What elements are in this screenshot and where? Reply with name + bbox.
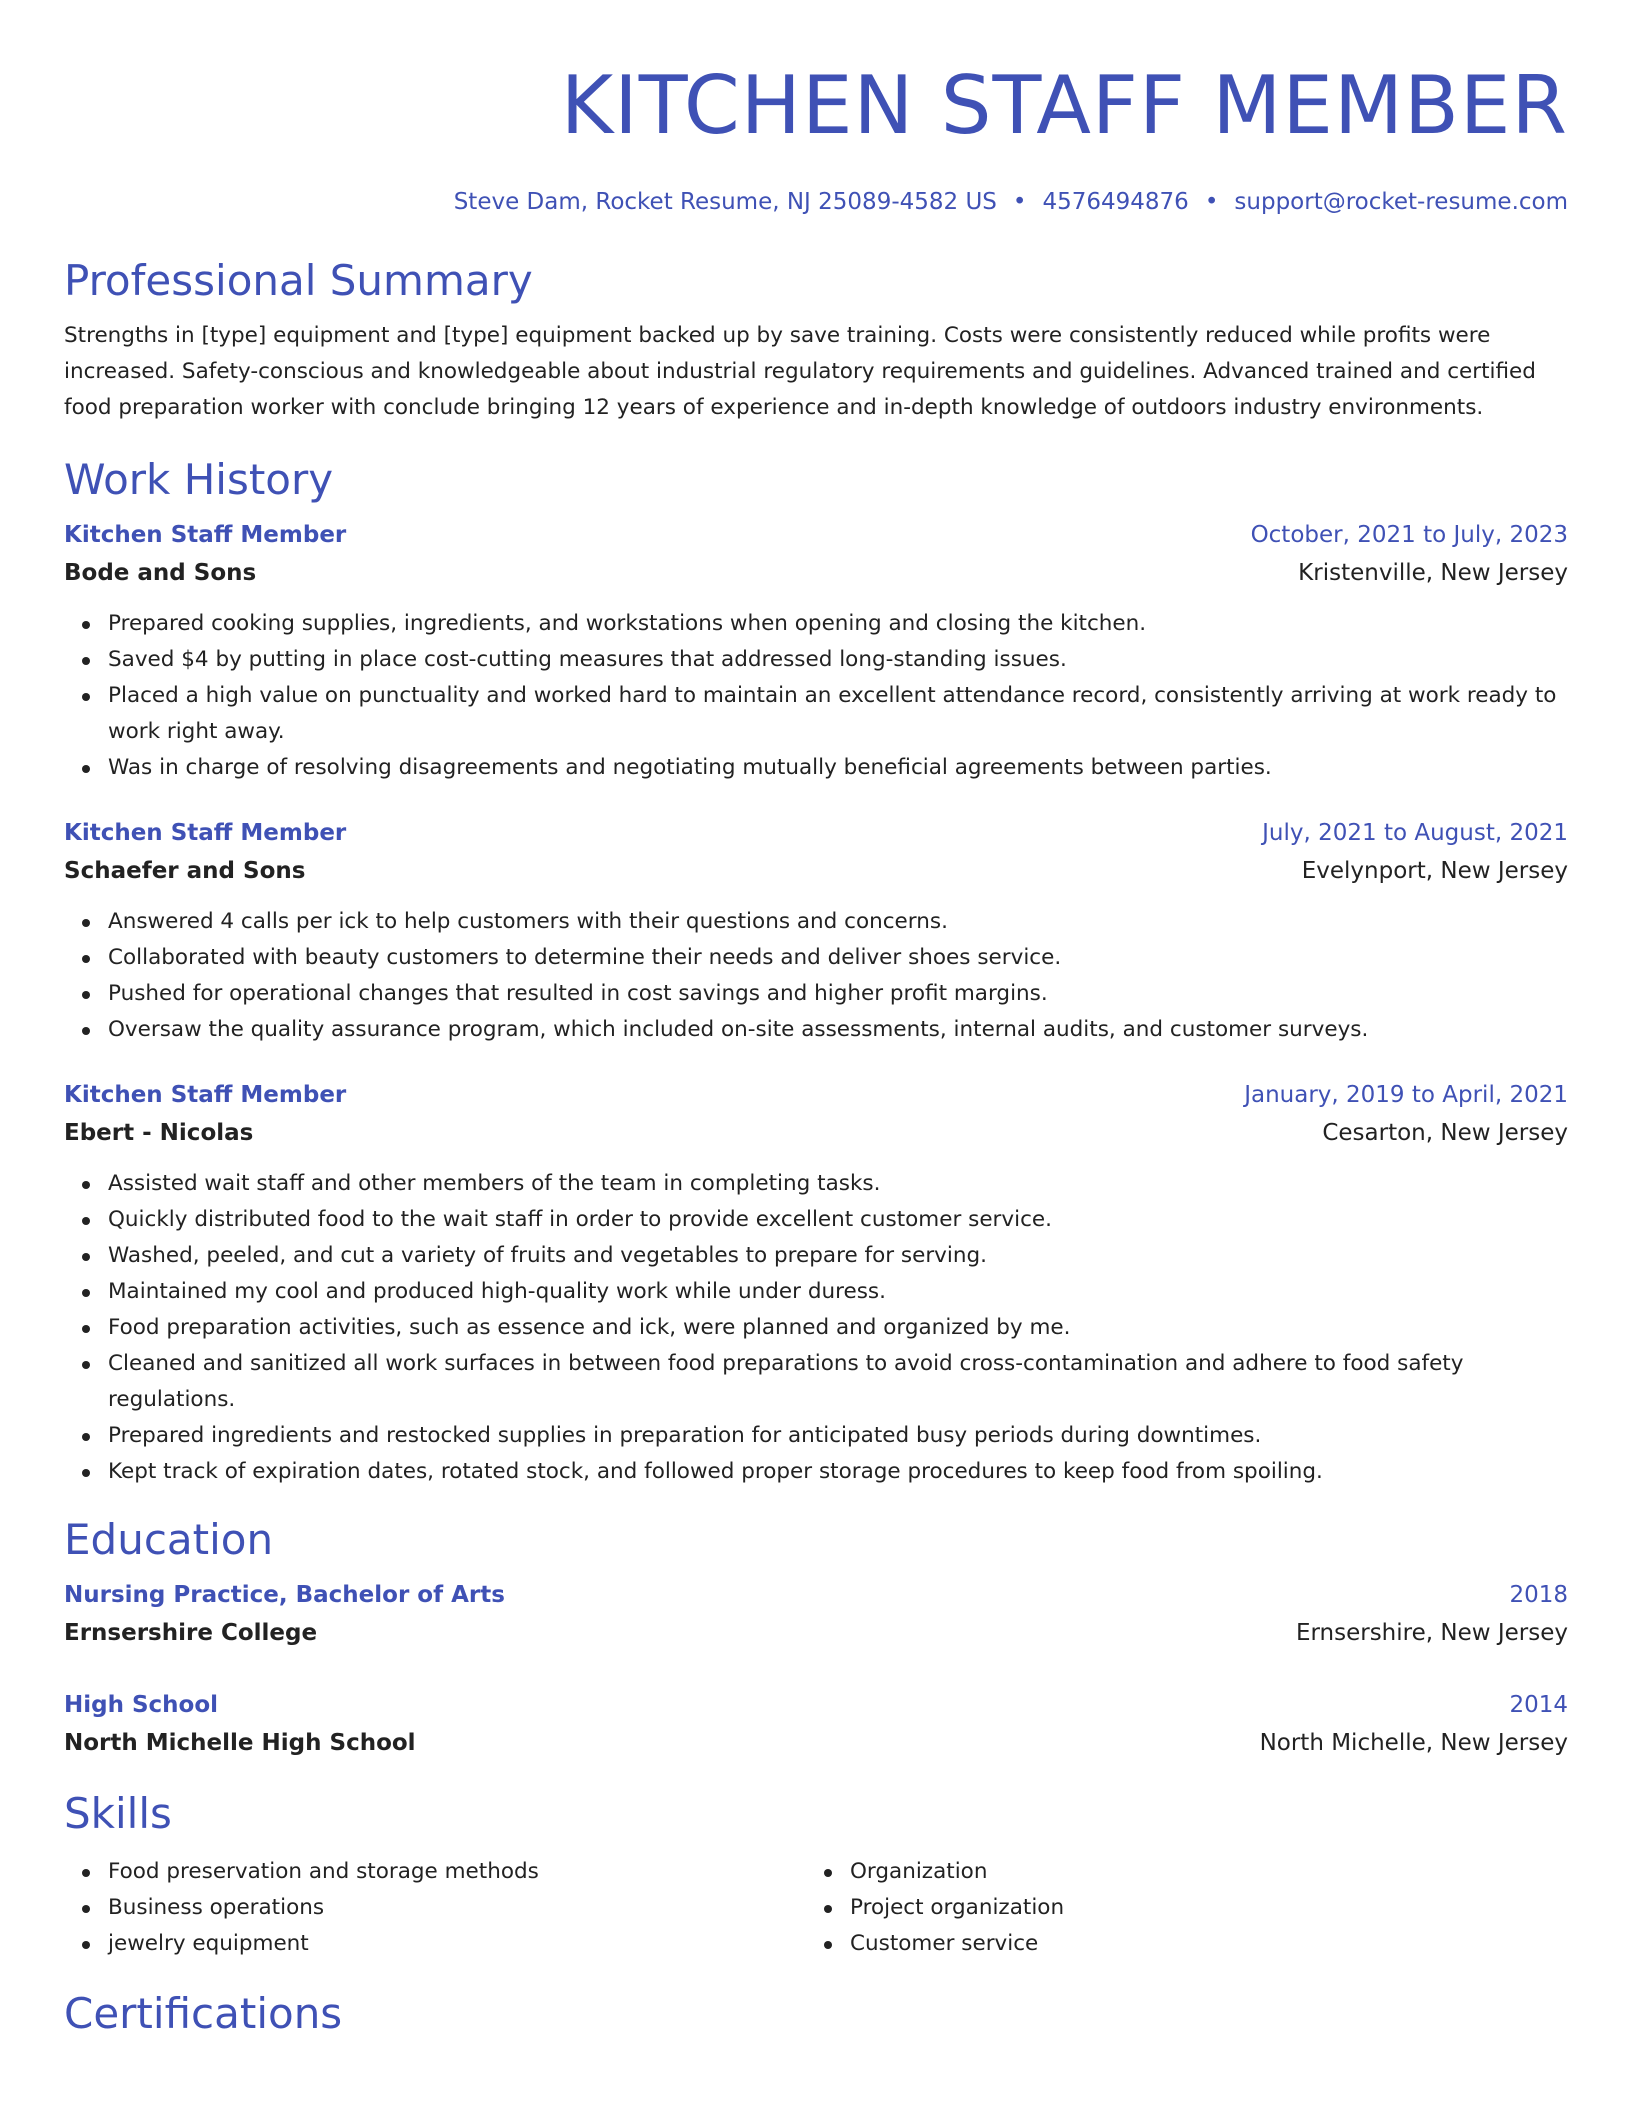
education-school-row — [64, 1724, 1568, 1762]
education-location: North Michelle, New Jersey — [1259, 1730, 1568, 1756]
skill-item: Organization — [850, 1854, 1548, 1890]
job-location: Cesarton, New Jersey — [1322, 1120, 1568, 1146]
job-bullet: Kept track of expiration dates, rotated stock, and followed proper storage procedures to keep food from spoiling. — [108, 1454, 1568, 1490]
job-dates: July, 2021 to August, 2021 — [1262, 820, 1568, 846]
job-bullet: Pushed for operational changes that resulted in cost savings and higher profit margins. — [108, 976, 1568, 1012]
work-history-heading: Work History — [64, 455, 334, 504]
education-year: 2014 — [1509, 1692, 1568, 1718]
skills-list — [806, 1854, 1548, 1962]
skills-section — [64, 1788, 1568, 1962]
job-bullet: Saved $4 by putting in place cost-cutting measures that addressed long-standing issues. — [108, 642, 1568, 678]
job-bullet: Answered 4 calls per ick to help customers with their questions and concerns. — [108, 904, 1568, 940]
summary-text: Strengths in [type] equipment and [type] equipment backed up by save training. Costs were consistently reduced while profits were increased. Safety-conscious and knowledgeable about industrial regulatory requirements and guidelines. Advanced trained and certified food preparation worker with conclude bringing 12 years of experience and in-depth knowledge of outdoors industry environments. — [64, 323, 1536, 420]
skill-item: Project organization — [850, 1890, 1548, 1926]
job-entry — [64, 516, 1568, 786]
skill-item: jewelry equipment — [108, 1926, 806, 1962]
job-entry — [64, 1076, 1568, 1490]
contact-address: Steve Dam, Rocket Resume, NJ 25089-4582 US — [453, 189, 997, 215]
skill-item: Business operations — [108, 1890, 806, 1926]
skills-column-right — [806, 1854, 1548, 1962]
summary-heading: Professional Summary — [64, 256, 533, 305]
job-bullet: Collaborated with beauty customers to determine their needs and deliver shoes service. — [108, 940, 1568, 976]
education-year: 2018 — [1509, 1582, 1568, 1608]
skills-heading: Skills — [64, 1789, 172, 1838]
job-title: Kitchen Staff Member — [64, 1082, 347, 1108]
job-company-row — [64, 1114, 1568, 1152]
job-bullet: Prepared cooking supplies, ingredients, and workstations when opening and closing the kitchen. — [108, 606, 1568, 642]
education-school: North Michelle High School — [64, 1730, 416, 1756]
education-entry — [64, 1576, 1568, 1652]
education-degree-row — [64, 1576, 1568, 1614]
job-dates: January, 2019 to April, 2021 — [1244, 1082, 1568, 1108]
job-bullet: Assisted wait staff and other members of the team in completing tasks. — [108, 1166, 1568, 1202]
education-degree: Nursing Practice, Bachelor of Arts — [64, 1582, 505, 1608]
job-company-row — [64, 554, 1568, 592]
contact-separator: • — [1204, 189, 1219, 215]
job-bullet: Maintained my cool and produced high-quality work while under duress. — [108, 1274, 1568, 1310]
education-degree-row — [64, 1686, 1568, 1724]
job-title: Kitchen Staff Member — [64, 522, 347, 548]
job-company: Bode and Sons — [64, 560, 257, 586]
job-location: Kristenville, New Jersey — [1298, 560, 1568, 586]
job-dates: October, 2021 to July, 2023 — [1250, 522, 1568, 548]
job-title-row — [64, 516, 1568, 554]
resume-header — [64, 56, 1568, 217]
skills-list — [64, 1854, 806, 1962]
contact-line — [64, 187, 1568, 217]
skill-item: Food preservation and storage methods — [108, 1854, 806, 1890]
education-location: Ernsershire, New Jersey — [1295, 1620, 1568, 1646]
job-bullets — [64, 1166, 1568, 1490]
education-heading: Education — [64, 1515, 274, 1564]
job-title: Kitchen Staff Member — [64, 820, 347, 846]
job-company: Schaefer and Sons — [64, 858, 306, 884]
job-bullet: Washed, peeled, and cut a variety of fruits and vegetables to prepare for serving. — [108, 1238, 1568, 1274]
resume-title: KITCHEN STAFF MEMBER — [560, 59, 1568, 152]
job-bullet: Prepared ingredients and restocked supplies in preparation for anticipated busy periods during downtimes. — [108, 1418, 1568, 1454]
work-history-section — [64, 454, 1568, 1490]
contact-separator: • — [1012, 189, 1027, 215]
education-school-row — [64, 1614, 1568, 1652]
contact-email[interactable]: support@rocket-resume.com — [1234, 189, 1568, 215]
job-location: Evelynport, New Jersey — [1301, 858, 1568, 884]
skills-column-left — [64, 1854, 806, 1962]
job-bullet: Cleaned and sanitized all work surfaces in between food preparations to avoid cross-contamination and adhere to food safety regulations. — [108, 1346, 1568, 1418]
job-bullets — [64, 904, 1568, 1048]
certifications-heading: Certifications — [64, 1989, 343, 2038]
summary-section — [64, 255, 1568, 426]
job-bullet: Oversaw the quality assurance program, which included on-site assessments, internal audits, and customer surveys. — [108, 1012, 1568, 1048]
skill-item: Customer service — [850, 1926, 1548, 1962]
job-title-row — [64, 814, 1568, 852]
skills-grid — [64, 1854, 1568, 1962]
education-entry — [64, 1686, 1568, 1762]
contact-phone: 4576494876 — [1042, 189, 1189, 215]
job-company: Ebert - Nicolas — [64, 1120, 254, 1146]
education-school: Ernsershire College — [64, 1620, 318, 1646]
education-degree: High School — [64, 1692, 219, 1718]
job-bullet: Was in charge of resolving disagreements and negotiating mutually beneficial agreements between parties. — [108, 750, 1568, 786]
education-section — [64, 1514, 1568, 1762]
job-bullet: Food preparation activities, such as essence and ick, were planned and organized by me. — [108, 1310, 1568, 1346]
job-bullet: Placed a high value on punctuality and worked hard to maintain an excellent attendance record, consistently arriving at work ready to work right away. — [108, 678, 1568, 750]
job-bullet: Quickly distributed food to the wait staff in order to provide excellent customer service. — [108, 1202, 1568, 1238]
job-entry — [64, 814, 1568, 1048]
job-title-row — [64, 1076, 1568, 1114]
job-bullets — [64, 606, 1568, 786]
certifications-section — [64, 1988, 1568, 2040]
job-company-row — [64, 852, 1568, 890]
